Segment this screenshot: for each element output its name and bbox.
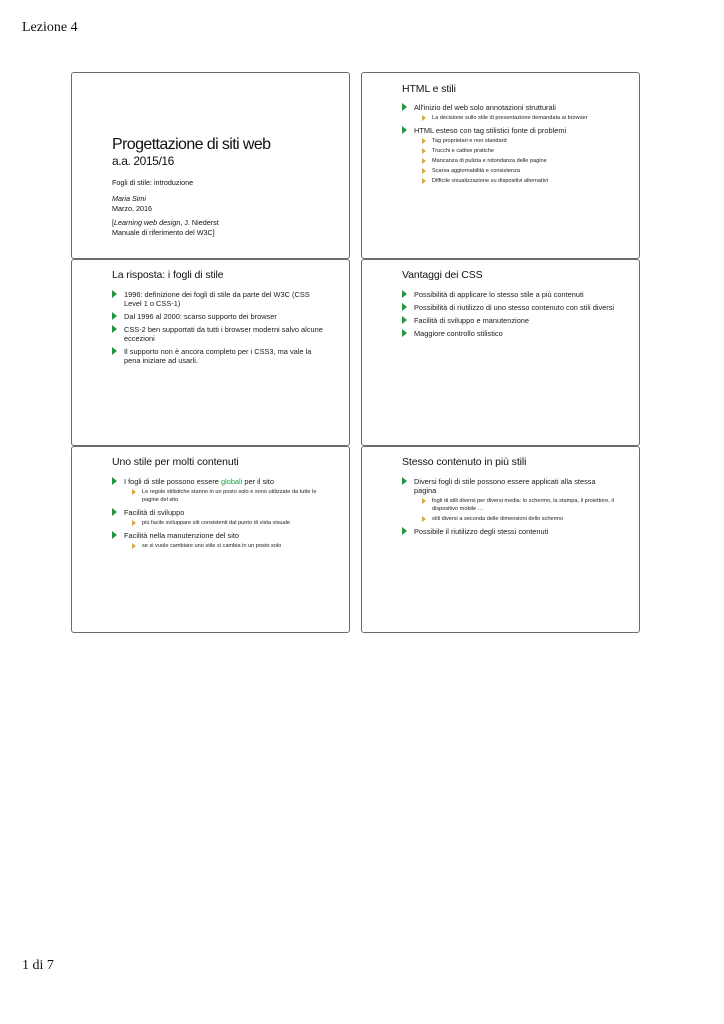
bullet-item: Facilità di sviluppo e manutenzione: [402, 316, 615, 325]
bullet-text: All'inizio del web solo annotazioni strutturali: [414, 103, 556, 112]
slide-title: Vantaggi dei CSS: [402, 269, 483, 281]
sub-bullet-item: stili diversi a seconda delle dimensioni dello schermo: [414, 515, 615, 523]
slide-1-title: [71, 72, 350, 259]
sub-bullet-list: [414, 137, 615, 185]
slide-title: Stesso contenuto in più stili: [402, 456, 527, 468]
bullet-text: Diversi fogli di stile possono essere applicati alla stessa pagina: [414, 477, 596, 495]
author-name: Maria Simi: [112, 194, 146, 203]
sub-bullet-item: La decisione sullo stile di presentazione demandata ai browser: [414, 114, 615, 122]
bullet-item: Maggiore controllo stilistico: [402, 329, 615, 338]
sub-bullet-item: Tag proprietari e non standard: [414, 137, 615, 145]
sub-bullet-item: Trucchi e cattive pratiche: [414, 147, 615, 155]
bullet-item: 1996: definizione dei fogli di stile da parte del W3C (CSS Level 1 o CSS-1): [112, 290, 325, 308]
lesson-header: Lezione 4: [22, 20, 78, 35]
reference-book: Learning web design: [114, 218, 181, 227]
slide-6: [361, 446, 640, 633]
slide-4: [361, 259, 640, 446]
bullet-text: per il sito: [242, 477, 274, 486]
bullet-list: [402, 290, 615, 342]
bullet-item: Il supporto non è ancora completo per i CSS3, ma vale la pena iniziare ad usarli.: [112, 347, 325, 365]
sub-bullet-list: [124, 519, 325, 527]
sub-bullet-item: Le regole stilistiche stanno in un posto solo e sono utilizzate da tutte le pagine del sito: [124, 488, 325, 504]
bullet-text: Facilità nella manutenzione del sito: [124, 531, 240, 540]
sub-bullet-list: [124, 542, 325, 550]
reference-author: , J. Niederst: [180, 218, 219, 227]
reference-line-2: Manuale di riferimento del W3C]: [112, 228, 215, 237]
slide-3: [71, 259, 350, 446]
bullet-list: [402, 103, 615, 189]
bullet-text: I fogli di stile possono essere: [124, 477, 221, 486]
lecture-subtitle: Fogli di stile: introduzione: [112, 178, 194, 187]
bullet-list: [402, 477, 615, 540]
sub-bullet-item: Difficile visualizzazione su dispositivi alternativi: [414, 177, 615, 185]
bullet-item: Possibilità di applicare lo stesso stile a più contenuti: [402, 290, 615, 299]
lecture-date: Marzo, 2016: [112, 204, 152, 213]
bullet-item: [112, 477, 325, 504]
bullet-item: Possibile il riutilizzo degli stessi contenuti: [402, 527, 615, 536]
bullet-list: [112, 290, 325, 369]
course-title: Progettazione di siti web: [112, 136, 271, 153]
bullet-item: [402, 126, 615, 185]
page-counter: 1 di 7: [22, 958, 54, 973]
slide-title: Uno stile per molti contenuti: [112, 456, 239, 468]
bullet-item: Possibilità di riutilizzo di uno stesso contenuto con stili diversi: [402, 303, 615, 312]
sub-bullet-item: se si vuole cambiare uno stile si cambia in un posto solo: [124, 542, 325, 550]
sub-bullet-item: Mancanza di pulizia e ridondanza delle pagine: [414, 157, 615, 165]
sub-bullet-item: Scarsa aggiornabilità e consistenza: [414, 167, 615, 175]
sub-bullet-item: più facile sviluppare siti consistenti dal punto di vista visuale: [124, 519, 325, 527]
slide-title: La risposta: i fogli di stile: [112, 269, 224, 281]
slide-title: HTML e stili: [402, 83, 456, 95]
bullet-item: [112, 508, 325, 527]
reference-bracket: [: [112, 218, 114, 227]
academic-year: a.a. 2015/16: [112, 154, 174, 168]
bullet-item: [402, 477, 615, 523]
bullet-text: Facilità di sviluppo: [124, 508, 185, 517]
bullet-list: [112, 477, 325, 554]
bullet-item: Dal 1996 al 2000: scarso supporto dei browser: [112, 312, 325, 321]
slide-5: [71, 446, 350, 633]
sub-bullet-item: fogli di stili diversi per diversi media: lo schermo, la stampa, il proiettore, il dispositivo mobile …: [414, 497, 615, 513]
bullet-item: [112, 531, 325, 550]
sub-bullet-list: [124, 488, 325, 504]
reference-line-1: [112, 218, 219, 227]
sub-bullet-list: [414, 497, 615, 523]
highlighted-word: globali: [220, 477, 243, 486]
slide-2: [361, 72, 640, 259]
bullet-item: CSS-2 ben supportati da tutti i browser moderni salvo alcune eccezioni: [112, 325, 325, 343]
bullet-item: [402, 103, 615, 122]
bullet-text: HTML esteso con tag stilistici fonte di problemi: [414, 126, 567, 135]
sub-bullet-list: [414, 114, 615, 122]
